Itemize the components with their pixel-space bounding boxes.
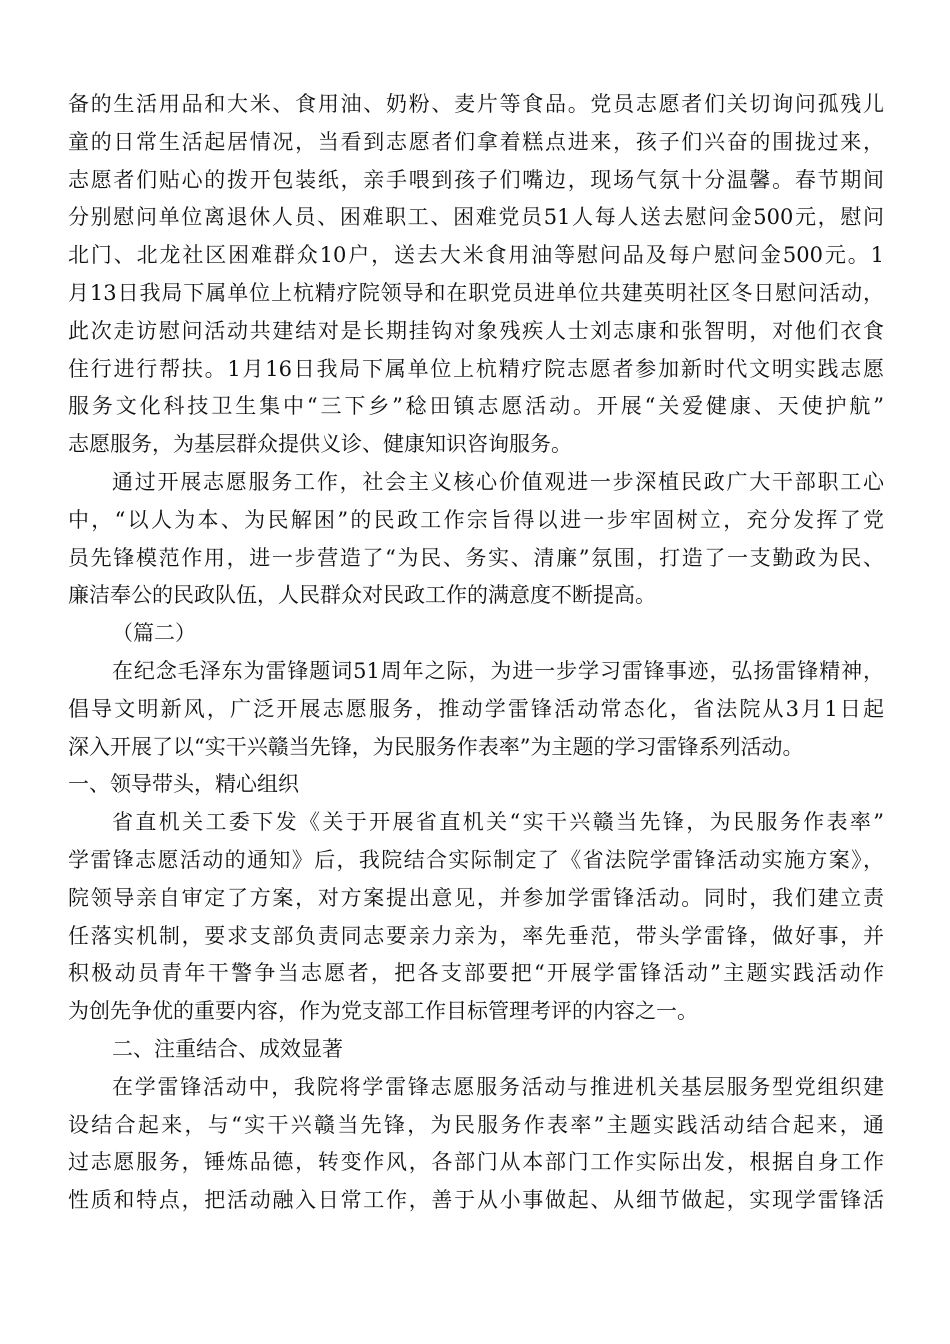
text-line: 住行进行帮扶。1月16日我局下属单位上杭精疗院志愿者参加新时代文明实践志愿: [68, 356, 884, 381]
text-line: 员先锋模范作用，进一步营造了“为民、务实、清廉”氛围，打造了一支勤政为民、: [68, 545, 884, 570]
text-line: 童的日常生活起居情况，当看到志愿者们拿着糕点进来，孩子们兴奋的围拢过来，: [68, 129, 884, 154]
text-line: 设结合起来，与“实干兴赣当先锋，为民服务作表率”主题实践活动结合起来，通: [68, 1112, 884, 1137]
text-line: 分别慰问单位离退休人员、困难职工、困难党员51人每人送去慰问金500元，慰问: [68, 205, 884, 230]
text-line: 二、注重结合、成效显著: [112, 1036, 343, 1061]
text-line: 为创先争优的重要内容，作为党支部工作目标管理考评的内容之一。: [68, 999, 698, 1024]
text-line: 在学雷锋活动中，我院将学雷锋志愿服务活动与推进机关基层服务型党组织建: [112, 1074, 884, 1099]
text-line: 备的生活用品和大米、食用油、奶粉、麦片等食品。党员志愿者们关切询问孤残儿: [68, 92, 884, 116]
text-line: 此次走访慰问活动共建结对是长期挂钩对象残疾人士刘志康和张智明，对他们衣食: [68, 318, 884, 343]
text-line: 倡导文明新风，广泛开展志愿服务，推动学雷锋活动常态化，省法院从3月1日起: [68, 696, 884, 721]
text-line: 志愿者们贴心的拨开包装纸，亲手喂到孩子们嘴边，现场气氛十分温馨。春节期间: [68, 167, 884, 192]
text-line: 性质和特点，把活动融入日常工作，善于从小事做起、从细节做起，实现学雷锋活: [68, 1188, 884, 1213]
text-line: 省直机关工委下发《关于开展省直机关“实干兴赣当先锋，为民服务作表率”: [112, 810, 884, 835]
text-line: 一、领导带头，精心组织: [68, 772, 299, 797]
text-line: （篇二）: [112, 621, 196, 646]
text-line: 中，“以人为本、为民解困”的民政工作宗旨得以进一步牢固树立，充分发挥了党: [68, 507, 884, 532]
text-line: 月13日我局下属单位上杭精疗院领导和在职党员进单位共建英明社区冬日慰问活动，: [68, 280, 884, 305]
text-line: 北门、北龙社区困难群众10户，送去大米食用油等慰问品及每户慰问金500元。1: [68, 243, 884, 268]
text-line: 积极动员青年干警争当志愿者，把各支部要把“开展学雷锋活动”主题实践活动作: [68, 961, 884, 986]
text-line: 服务文化科技卫生集中“三下乡”稔田镇志愿活动。开展“关爱健康、天使护航”: [68, 394, 884, 419]
text-line: 在纪念毛泽东为雷锋题词51周年之际，为进一步学习雷锋事迹，弘扬雷锋精神，: [112, 658, 884, 683]
text-line: 过志愿服务，锤炼品德，转变作风，各部门从本部门工作实际出发，根据自身工作: [68, 1150, 884, 1175]
text-line: 任落实机制，要求支部负责同志要亲力亲为，率先垂范，带头学雷锋，做好事，并: [68, 923, 884, 948]
text-line: 志愿服务，为基层群众提供义诊、健康知识咨询服务。: [68, 432, 572, 457]
text-line: 院领导亲自审定了方案，对方案提出意见，并参加学雷锋活动。同时，我们建立责: [68, 885, 884, 910]
text-line: 通过开展志愿服务工作，社会主义核心价值观进一步深植民政广大干部职工心: [112, 469, 884, 494]
document-page: [68, 86, 884, 1220]
text-line: 学雷锋志愿活动的通知》后，我院结合实际制定了《省法院学雷锋活动实施方案》，: [68, 847, 884, 872]
text-line: 廉洁奉公的民政队伍，人民群众对民政工作的满意度不断提高。: [68, 583, 656, 608]
text-line: 深入开展了以“实干兴赣当先锋，为民服务作表率”为主题的学习雷锋系列活动。: [68, 734, 804, 759]
